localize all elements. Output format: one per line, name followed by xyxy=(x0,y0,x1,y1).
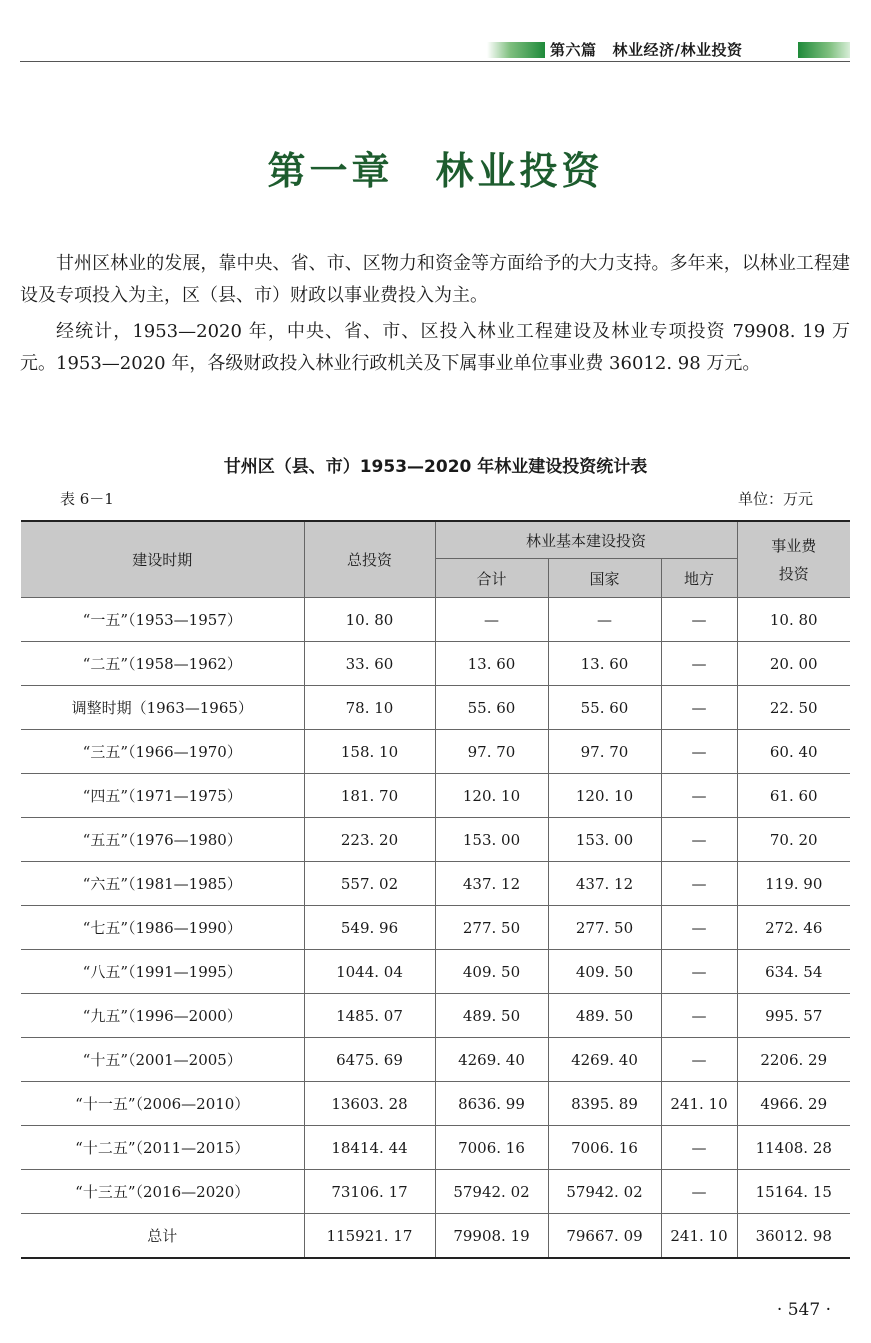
cell-local: — xyxy=(661,994,737,1038)
header-part: 第六篇 xyxy=(550,41,597,59)
table-row xyxy=(21,730,850,774)
cell-period: “七五”（1986—1990） xyxy=(21,906,304,950)
cell-period: “六五”（1981—1985） xyxy=(21,862,304,906)
cell-national: 97. 70 xyxy=(548,730,661,774)
cell-subtotal: 153. 00 xyxy=(435,818,548,862)
table-row xyxy=(21,686,850,730)
cell-subtotal: 409. 50 xyxy=(435,950,548,994)
cell-subtotal: 79908. 19 xyxy=(435,1214,548,1259)
cell-subtotal: 489. 50 xyxy=(435,994,548,1038)
cell-national: 437. 12 xyxy=(548,862,661,906)
table-title: 甘州区（县、市）1953—2020 年林业建设投资统计表 xyxy=(223,457,648,477)
cell-subtotal: 277. 50 xyxy=(435,906,548,950)
table-row xyxy=(21,598,850,642)
table-body xyxy=(21,598,850,1259)
cell-operating: 272. 46 xyxy=(737,906,850,950)
cell-operating: 995. 57 xyxy=(737,994,850,1038)
cell-subtotal: 97. 70 xyxy=(435,730,548,774)
cell-period: “三五”（1966—1970） xyxy=(21,730,304,774)
cell-local: — xyxy=(661,642,737,686)
cell-local: — xyxy=(661,862,737,906)
cell-subtotal: 120. 10 xyxy=(435,774,548,818)
cell-total: 1485. 07 xyxy=(304,994,435,1038)
header-decor-bar-left xyxy=(487,42,545,58)
cell-operating: 60. 40 xyxy=(737,730,850,774)
table-row xyxy=(21,950,850,994)
cell-local: — xyxy=(661,774,737,818)
cell-local: 241. 10 xyxy=(661,1214,737,1259)
cell-local: — xyxy=(661,1126,737,1170)
col-header-basic-investment: 林业基本建设投资 xyxy=(435,521,737,559)
cell-national: 489. 50 xyxy=(548,994,661,1038)
cell-subtotal: 8636. 99 xyxy=(435,1082,548,1126)
col-header-period: 建设时期 xyxy=(21,521,304,598)
table-row xyxy=(21,642,850,686)
col-header-local: 地方 xyxy=(661,559,737,598)
cell-operating: 10. 80 xyxy=(737,598,850,642)
cell-national: 7006. 16 xyxy=(548,1126,661,1170)
body-paragraph-1: 甘州区林业的发展，靠中央、省、市、区物力和资金等方面给予的大力支持。多年来，以林业工程建设及专项投入为主，区（县、市）财政以事业费投入为主。 xyxy=(20,253,850,306)
table-row xyxy=(21,994,850,1038)
cell-subtotal: 55. 60 xyxy=(435,686,548,730)
cell-operating: 119. 90 xyxy=(737,862,850,906)
col-header-subtotal: 合计 xyxy=(435,559,548,598)
cell-period: 调整时期（1963—1965） xyxy=(21,686,304,730)
investment-table xyxy=(21,520,850,1259)
cell-national: 13. 60 xyxy=(548,642,661,686)
cell-period: “四五”（1971—1975） xyxy=(21,774,304,818)
table-row xyxy=(21,1082,850,1126)
cell-period: “十一五”（2006—2010） xyxy=(21,1082,304,1126)
cell-operating: 36012. 98 xyxy=(737,1214,850,1259)
cell-local: — xyxy=(661,818,737,862)
cell-national: 4269. 40 xyxy=(548,1038,661,1082)
cell-subtotal: 7006. 16 xyxy=(435,1126,548,1170)
cell-national: 55. 60 xyxy=(548,686,661,730)
cell-subtotal: 57942. 02 xyxy=(435,1170,548,1214)
cell-local: — xyxy=(661,950,737,994)
cell-operating: 20. 00 xyxy=(737,642,850,686)
table-row xyxy=(21,862,850,906)
cell-operating: 11408. 28 xyxy=(737,1126,850,1170)
cell-national: 8395. 89 xyxy=(548,1082,661,1126)
body-paragraph-2: 经统计，1953—2020 年，中央、省、市、区投入林业工程建设及林业专项投资 79908. 19 万元。1953—2020 年，各级财政投入林业行政机关及下属事业单位事业费 36012. 98 万元。 xyxy=(20,321,850,374)
cell-total: 115921. 17 xyxy=(304,1214,435,1259)
cell-period: “十二五”（2011—2015） xyxy=(21,1126,304,1170)
table-unit: 单位：万元 xyxy=(737,490,813,508)
cell-national: 79667. 09 xyxy=(548,1214,661,1259)
cell-total: 1044. 04 xyxy=(304,950,435,994)
cell-period: “二五”（1958—1962） xyxy=(21,642,304,686)
cell-total: 549. 96 xyxy=(304,906,435,950)
cell-period: “五五”（1976—1980） xyxy=(21,818,304,862)
table-row xyxy=(21,1126,850,1170)
cell-national: 57942. 02 xyxy=(548,1170,661,1214)
cell-operating: 22. 50 xyxy=(737,686,850,730)
cell-period: “十三五”（2016—2020） xyxy=(21,1170,304,1214)
table-row xyxy=(21,1214,850,1259)
cell-subtotal: 4269. 40 xyxy=(435,1038,548,1082)
cell-local: 241. 10 xyxy=(661,1082,737,1126)
cell-total: 158. 10 xyxy=(304,730,435,774)
table-row xyxy=(21,774,850,818)
cell-national: 409. 50 xyxy=(548,950,661,994)
cell-total: 223. 20 xyxy=(304,818,435,862)
cell-total: 181. 70 xyxy=(304,774,435,818)
table-row xyxy=(21,1170,850,1214)
cell-local: — xyxy=(661,1038,737,1082)
header-decor-bar-right xyxy=(798,42,850,58)
header-text xyxy=(550,40,743,62)
cell-operating: 634. 54 xyxy=(737,950,850,994)
cell-subtotal: 437. 12 xyxy=(435,862,548,906)
cell-total: 6475. 69 xyxy=(304,1038,435,1082)
cell-local: — xyxy=(661,906,737,950)
cell-operating: 15164. 15 xyxy=(737,1170,850,1214)
cell-local: — xyxy=(661,730,737,774)
cell-local: — xyxy=(661,598,737,642)
cell-operating: 61. 60 xyxy=(737,774,850,818)
cell-subtotal: — xyxy=(435,598,548,642)
page-number: · 547 · xyxy=(776,1300,831,1320)
cell-period: “八五”（1991—1995） xyxy=(21,950,304,994)
cell-period: 总计 xyxy=(21,1214,304,1259)
cell-national: 153. 00 xyxy=(548,818,661,862)
cell-total: 18414. 44 xyxy=(304,1126,435,1170)
cell-local: — xyxy=(661,1170,737,1214)
cell-total: 557. 02 xyxy=(304,862,435,906)
cell-period: “九五”（1996—2000） xyxy=(21,994,304,1038)
cell-national: 277. 50 xyxy=(548,906,661,950)
header-section: 林业经济/林业投资 xyxy=(612,41,743,59)
cell-total: 10. 80 xyxy=(304,598,435,642)
cell-operating: 4966. 29 xyxy=(737,1082,850,1126)
running-header xyxy=(20,40,850,62)
cell-national: — xyxy=(548,598,661,642)
cell-national: 120. 10 xyxy=(548,774,661,818)
col-header-total: 总投资 xyxy=(304,521,435,598)
cell-period: “一五”（1953—1957） xyxy=(21,598,304,642)
col-header-national: 国家 xyxy=(548,559,661,598)
chapter-title: 第一章 林业投资 xyxy=(267,149,604,193)
table-row xyxy=(21,818,850,862)
cell-operating: 2206. 29 xyxy=(737,1038,850,1082)
cell-local: — xyxy=(661,686,737,730)
cell-operating: 70. 20 xyxy=(737,818,850,862)
table-row xyxy=(21,906,850,950)
cell-total: 73106. 17 xyxy=(304,1170,435,1214)
col-header-operating: 事业费投资 xyxy=(737,521,850,598)
table-row xyxy=(21,1038,850,1082)
cell-total: 33. 60 xyxy=(304,642,435,686)
cell-total: 78. 10 xyxy=(304,686,435,730)
header-rule xyxy=(20,61,850,62)
cell-period: “十五”（2001—2005） xyxy=(21,1038,304,1082)
cell-subtotal: 13. 60 xyxy=(435,642,548,686)
table-label: 表 6－1 xyxy=(60,490,114,508)
cell-total: 13603. 28 xyxy=(304,1082,435,1126)
